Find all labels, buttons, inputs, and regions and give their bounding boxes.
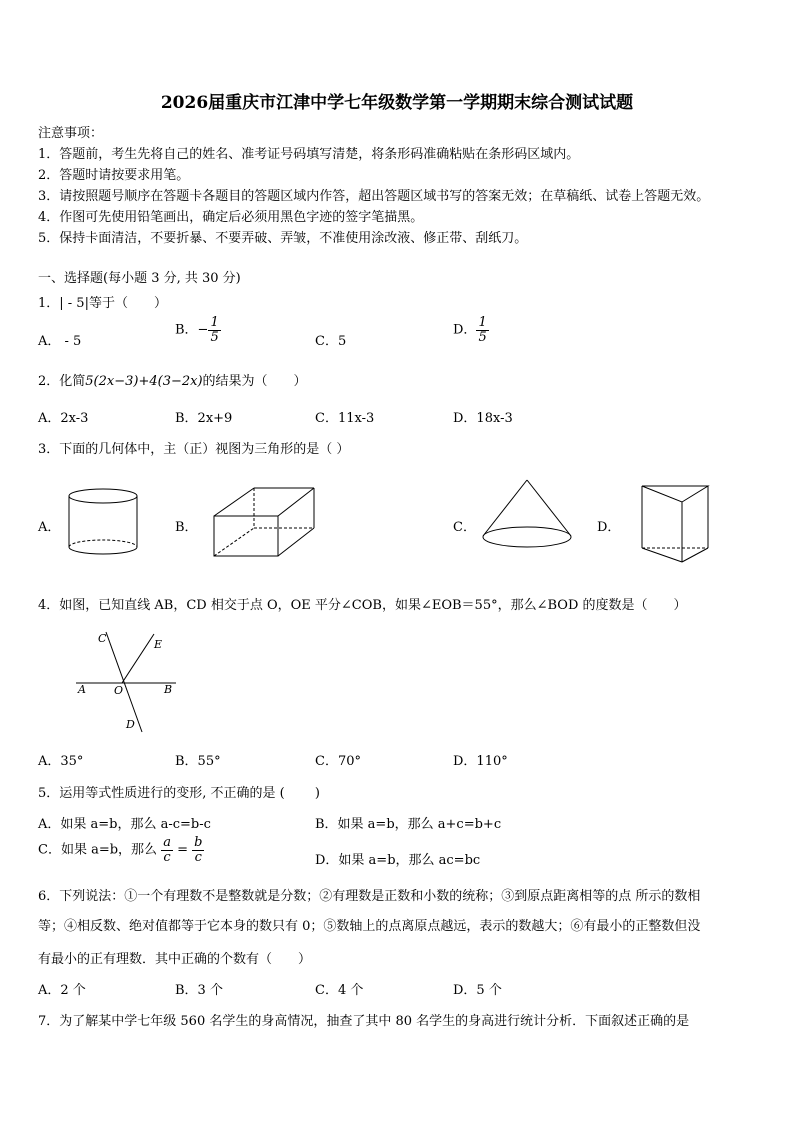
q6-option-d: D．5 个 bbox=[453, 983, 502, 998]
q3-option-d: D． bbox=[597, 520, 621, 535]
q2-option-d: D．18x-3 bbox=[453, 411, 513, 426]
q5-option-c: C．如果 a=b，那么 $\frac{a}{c}$ = $\frac{b}{c}$ bbox=[38, 835, 203, 865]
question-6-line: 6．下列说法：①一个有理数不是整数就是分数；②有理数是正数和小数的统称；③到原点距离相等的点 所示的数相 bbox=[38, 889, 701, 904]
notice-heading: 注意事项： bbox=[38, 126, 104, 141]
label-o: O bbox=[114, 684, 124, 697]
q1-option-a: A． - 5 bbox=[38, 334, 82, 349]
notice-item: 4．作图可先使用铅笔画出，确定后必须用黑色字迹的签字笔描黑。 bbox=[38, 210, 424, 225]
q3-option-c: C． bbox=[453, 520, 476, 535]
q5-option-d: D．如果 a=b，那么 ac=bc bbox=[315, 853, 481, 868]
q2-expression: 5(2x−3)+4(3−2x) bbox=[85, 374, 203, 389]
q6-option-a: A．2 个 bbox=[38, 983, 86, 998]
q3-option-b: B． bbox=[175, 520, 198, 535]
label-b: B bbox=[164, 683, 173, 696]
question-1-stem: 1．| - 5|等于（ ） bbox=[38, 296, 167, 311]
q1-option-c: C．5 bbox=[315, 334, 347, 349]
q4-option-d: D．110° bbox=[453, 754, 508, 769]
question-6-line: 等；④相反数、绝对值都等于它本身的数只有 0；⑤数轴上的点离原点越远，表示的数越大；⑥有最小的正整数但没 bbox=[38, 919, 701, 934]
q3-option-a: A． bbox=[38, 520, 61, 535]
q2-option-b: B．2x+9 bbox=[175, 411, 233, 426]
page-title: 2026届重庆市江津中学七年级数学第一学期期末综合测试试题 bbox=[160, 93, 634, 113]
notice-item: 3．请按照题号顺序在答题卡各题目的答题区域内作答，超出答题区域书写的答案无效；在草稿纸、试卷上答题无效。 bbox=[38, 189, 710, 204]
triangular-prism-figure bbox=[640, 484, 712, 566]
q6-option-c: C．4 个 bbox=[315, 983, 364, 998]
question-3-stem: 3．下面的几何体中，主（正）视图为三角形的是（ ） bbox=[38, 442, 350, 457]
question-6-line: 有最小的正有理数．其中正确的个数有（ ） bbox=[38, 952, 312, 967]
notice-item: 5．保持卡面清洁，不要折暴、不要弄破、弄皱，不准使用涂改液、修正带、刮纸刀。 bbox=[38, 231, 528, 246]
q6-option-b: B．3 个 bbox=[175, 983, 223, 998]
q5-option-b: B．如果 a=b，那么 a+c=b+c bbox=[315, 817, 502, 832]
label-c: C bbox=[98, 632, 107, 645]
q2-option-c: C．11x-3 bbox=[315, 411, 375, 426]
intersecting-lines-figure bbox=[72, 628, 182, 734]
q1-option-b: B．− $\frac{1}{5}$ bbox=[175, 315, 219, 345]
label-e: E bbox=[154, 638, 163, 651]
question-7-stem: 7．为了解某中学七年级 560 名学生的身高情况，抽查了其中 80 名学生的身高进行统计分析．下面叙述正确的是 bbox=[38, 1014, 690, 1029]
label-a: A bbox=[78, 683, 86, 696]
cuboid-figure bbox=[212, 486, 318, 558]
cone-figure bbox=[480, 478, 574, 560]
notice-item: 2．答题时请按要求用笔。 bbox=[38, 168, 190, 183]
question-2-stem: 2．化简5(2x−3)+4(3−2x)的结果为（ ） bbox=[38, 374, 307, 389]
label-d: D bbox=[126, 718, 135, 731]
section-heading: 一、选择题(每小题 3 分, 共 30 分) bbox=[38, 271, 241, 286]
question-5-stem: 5．运用等式性质进行的变形, 不正确的是 ( ) bbox=[38, 786, 320, 801]
cylinder-figure bbox=[68, 488, 140, 558]
q4-option-b: B．55° bbox=[175, 754, 221, 769]
q1-option-d: D． $\frac{1}{5}$ bbox=[453, 315, 487, 345]
q4-option-a: A．35° bbox=[38, 754, 84, 769]
q2-option-a: A．2x-3 bbox=[38, 411, 89, 426]
q4-option-c: C．70° bbox=[315, 754, 361, 769]
q5-option-a: A．如果 a=b，那么 a-c=b-c bbox=[38, 817, 211, 832]
notice-item: 1．答题前，考生先将自己的姓名、准考证号码填写清楚，将条形码准确粘贴在条形码区域内。 bbox=[38, 147, 580, 162]
question-4-stem: 4．如图，已知直线 AB，CD 相交于点 O，OE 平分∠COB，如果∠EOB＝55°，那么∠BOD 的度数是（ ） bbox=[38, 598, 687, 613]
